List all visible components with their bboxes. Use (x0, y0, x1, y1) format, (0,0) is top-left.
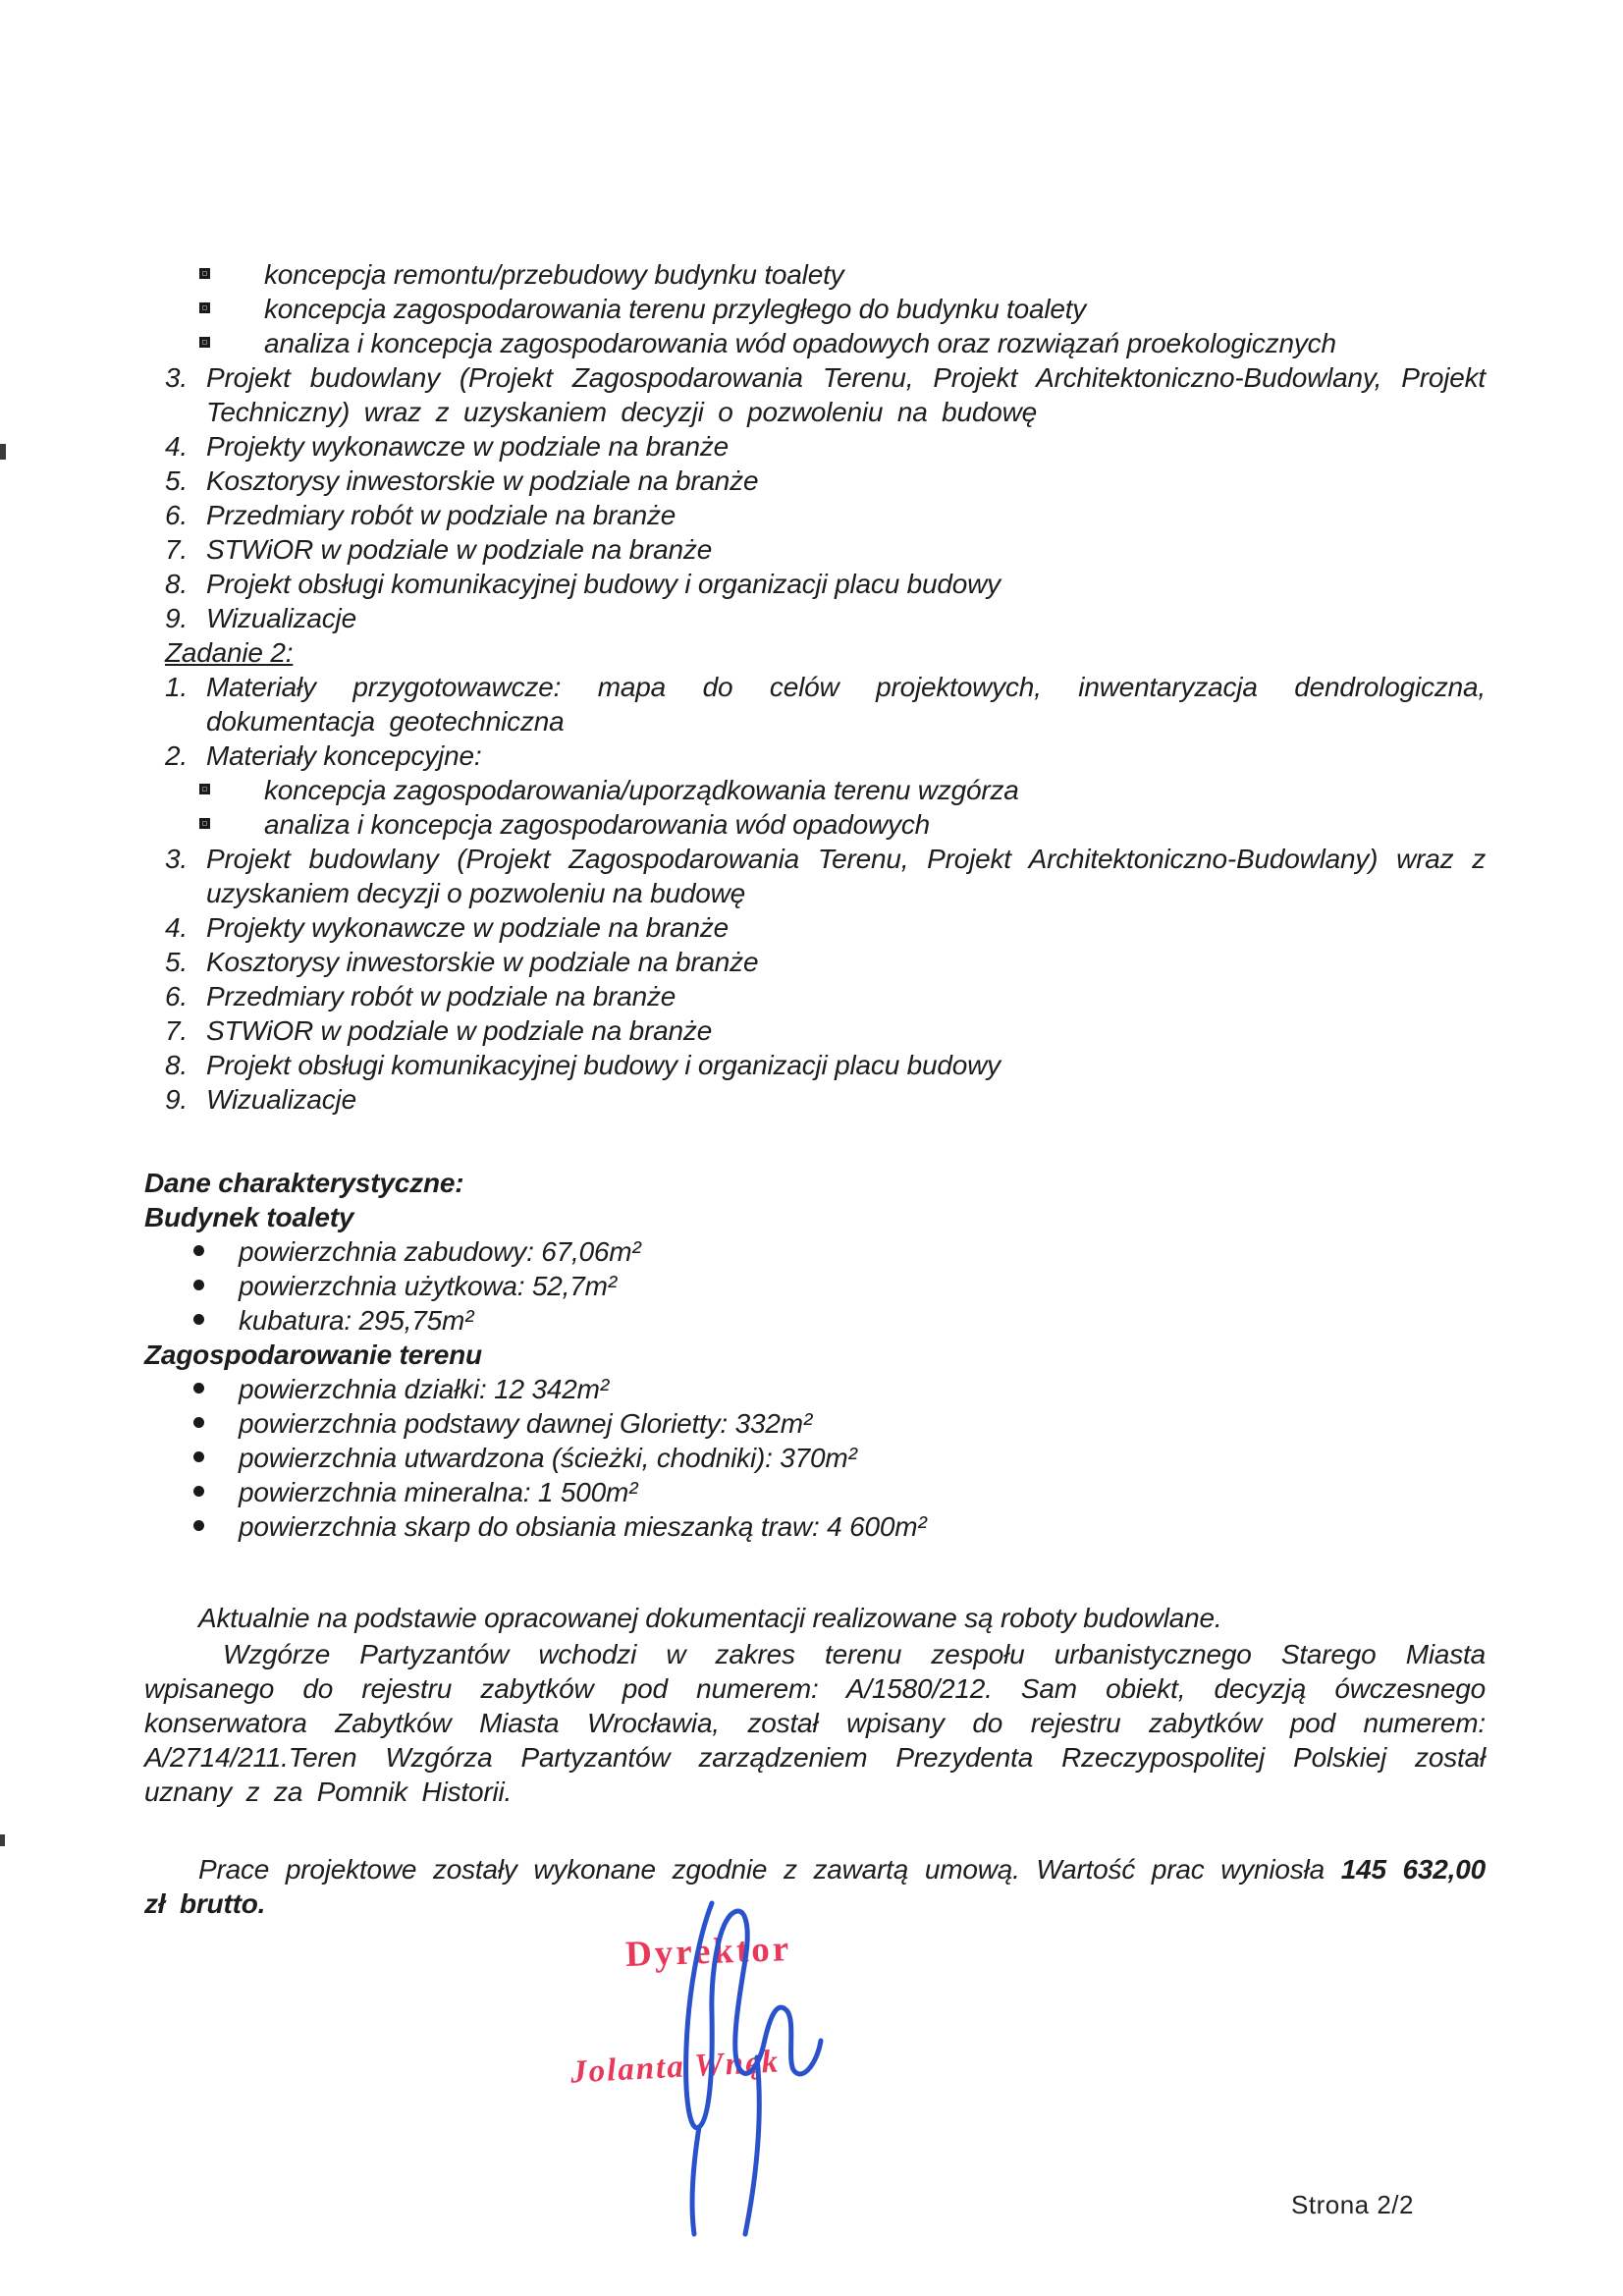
item-number: 8. (165, 569, 188, 599)
bullet-text: koncepcja remontu/przebudowy budynku toalety (264, 259, 844, 290)
item-number: 7. (165, 534, 188, 565)
task1-item (144, 464, 1486, 498)
bullet-text: powierzchnia utwardzona (ścieżki, chodniki): 370m² (239, 1443, 857, 1473)
task2-item (144, 1013, 1486, 1048)
site-bullet (193, 1475, 1486, 1509)
item-text: Przedmiary robót w podziale na branże (206, 981, 676, 1011)
task1-bullet (199, 292, 1486, 326)
scan-artifact (0, 1834, 5, 1846)
item-number: 7. (165, 1015, 188, 1046)
item-text: Kosztorysy inwestorskie w podziale na branże (206, 947, 759, 977)
item-text: Wizualizacje (206, 1084, 356, 1115)
task1-item (144, 601, 1486, 635)
task2-bullet (199, 773, 1486, 807)
bullet-text: koncepcja zagospodarowania terenu przyległego do budynku toalety (264, 294, 1087, 324)
bullet-text: powierzchnia podstawy dawnej Glorietty: 332m² (239, 1408, 812, 1439)
item-text: Wizualizacje (206, 603, 356, 633)
dot-bullet-icon (193, 1441, 239, 1462)
item-number: 5. (165, 465, 188, 496)
bullet-text: powierzchnia użytkowa: 52,7m² (239, 1271, 617, 1301)
square-bullet-icon (199, 292, 264, 313)
item-number: 6. (165, 981, 188, 1011)
task2-heading (165, 635, 1486, 670)
handwritten-signature-icon (565, 1895, 889, 2239)
site-bullet (193, 1509, 1486, 1544)
item-number: 5. (165, 947, 188, 977)
item-number: 4. (165, 431, 188, 462)
task2-item (144, 1082, 1486, 1117)
building-heading: Budynek toalety (144, 1202, 354, 1232)
item-text: Kosztorysy inwestorskie w podziale na branże (206, 465, 759, 496)
task2-item (144, 910, 1486, 945)
task2-item (144, 842, 1486, 910)
bullet-text: koncepcja zagospodarowania/uporządkowania terenu wzgórza (264, 775, 1019, 805)
characteristics-heading: Dane charakterystyczne: (144, 1168, 464, 1198)
task1-bullet (199, 257, 1486, 292)
task1-bullet (199, 326, 1486, 360)
task1-item (144, 567, 1486, 601)
building-bullet (193, 1303, 1486, 1338)
item-number: 8. (165, 1050, 188, 1080)
payment-amount: 145 632,00 zł brutto. (144, 1854, 1486, 1919)
item-text: Projekt budowlany (Projekt Zagospodarowania Terenu, Projekt Architektoniczno-Budowlany) wraz z uzyskaniem decyzji o pozwoleniu na budowę (206, 844, 1486, 908)
task1-item (144, 429, 1486, 464)
bullet-text: kubatura: 295,75m² (239, 1305, 474, 1336)
task2-item (144, 670, 1486, 738)
signature-block (565, 1895, 889, 2239)
scan-artifact (0, 444, 6, 460)
building-bullet (193, 1234, 1486, 1269)
bullet-text: powierzchnia skarp do obsiania mieszanką traw: 4 600m² (239, 1511, 927, 1542)
dot-bullet-icon (193, 1234, 239, 1256)
item-text: Projekty wykonawcze w podziale na branże (206, 431, 730, 462)
page-number: Strona 2/2 (1291, 2190, 1414, 2219)
task1-item (144, 360, 1486, 429)
site-bullet (193, 1372, 1486, 1406)
square-bullet-icon (199, 807, 264, 829)
task2-item (144, 979, 1486, 1013)
item-number: 2. (165, 740, 188, 771)
site-heading: Zagospodarowanie terenu (144, 1339, 482, 1370)
site-bullet (193, 1441, 1486, 1475)
site-bullet (193, 1406, 1486, 1441)
task1-item (144, 498, 1486, 532)
square-bullet-icon (199, 257, 264, 279)
item-text: Materiały koncepcyjne: (206, 740, 482, 771)
task2-bullet (199, 807, 1486, 842)
item-text: STWiOR w podziale w podziale na branże (206, 1015, 713, 1046)
item-text: Przedmiary robót w podziale na branże (206, 500, 676, 530)
square-bullet-icon (199, 773, 264, 794)
bullet-text: powierzchnia mineralna: 1 500m² (239, 1477, 638, 1507)
task2-item (144, 738, 1486, 773)
task2-heading-text: Zadanie 2: (165, 637, 294, 668)
item-text: Projekt budowlany (Projekt Zagospodarowania Terenu, Projekt Architektoniczno-Budowlany, Projekt Techniczny) wraz z uzyskaniem decyzji o pozwoleniu na budowę (206, 362, 1486, 427)
director-stamp-title: Dyrektor (624, 1929, 792, 1975)
item-text: Projekt obsługi komunikacyjnej budowy i organizacji placu budowy (206, 569, 1001, 599)
dot-bullet-icon (193, 1509, 239, 1531)
bullet-text: analiza i koncepcja zagospodarowania wód opadowych oraz rozwiązań proekologicznych (264, 328, 1336, 358)
dot-bullet-icon (193, 1406, 239, 1428)
dot-bullet-icon (193, 1372, 239, 1394)
item-number: 9. (165, 1084, 188, 1115)
bullet-text: powierzchnia zabudowy: 67,06m² (239, 1236, 641, 1267)
task1-item (144, 532, 1486, 567)
director-stamp-name: Jolanta Wnęk (569, 2044, 781, 2091)
task2-item (144, 1048, 1486, 1082)
task2-item (144, 945, 1486, 979)
item-number: 4. (165, 912, 188, 943)
item-number: 9. (165, 603, 188, 633)
item-number: 1. (165, 672, 188, 702)
item-number: 3. (165, 362, 188, 393)
payment-text: Prace projektowe zostały wykonane zgodnie z zawartą umową. Wartość prac wyniosła (198, 1854, 1325, 1885)
dot-bullet-icon (193, 1475, 239, 1497)
dot-bullet-icon (193, 1269, 239, 1290)
item-text: Projekt obsługi komunikacyjnej budowy i organizacji placu budowy (206, 1050, 1001, 1080)
bullet-text: powierzchnia działki: 12 342m² (239, 1374, 609, 1404)
item-text: STWiOR w podziale w podziale na branże (206, 534, 713, 565)
item-number: 3. (165, 844, 188, 874)
bullet-text: analiza i koncepcja zagospodarowania wód opadowych (264, 809, 931, 840)
dot-bullet-icon (193, 1303, 239, 1325)
item-text: Materiały przygotowawcze: mapa do celów projektowych, inwentaryzacja dendrologiczna, dokumentacja geotechniczna (206, 672, 1486, 737)
building-bullet (193, 1269, 1486, 1303)
status-paragraph: Aktualnie na podstawie opracowanej dokumentacji realizowane są roboty budowlane. (198, 1603, 1222, 1633)
item-number: 6. (165, 500, 188, 530)
square-bullet-icon (199, 326, 264, 348)
item-text: Projekty wykonawcze w podziale na branże (206, 912, 730, 943)
heritage-paragraph: Wzgórze Partyzantów wchodzi w zakres terenu zespołu urbanistycznego Starego Miasta wpisanego do rejestru zabytków pod numerem: A/1580/212. Sam obiekt, decyzją ówczesnego konserwatora Zabytków Miasta Wrocławia, został wpisany do rejestru zabytków pod numerem: A/2714/211.Teren Wzgórza Partyzantów zarządzeniem Prezydenta Rzeczypospolitej Polskiej został uznany z za Pomnik Historii. (144, 1639, 1486, 1807)
